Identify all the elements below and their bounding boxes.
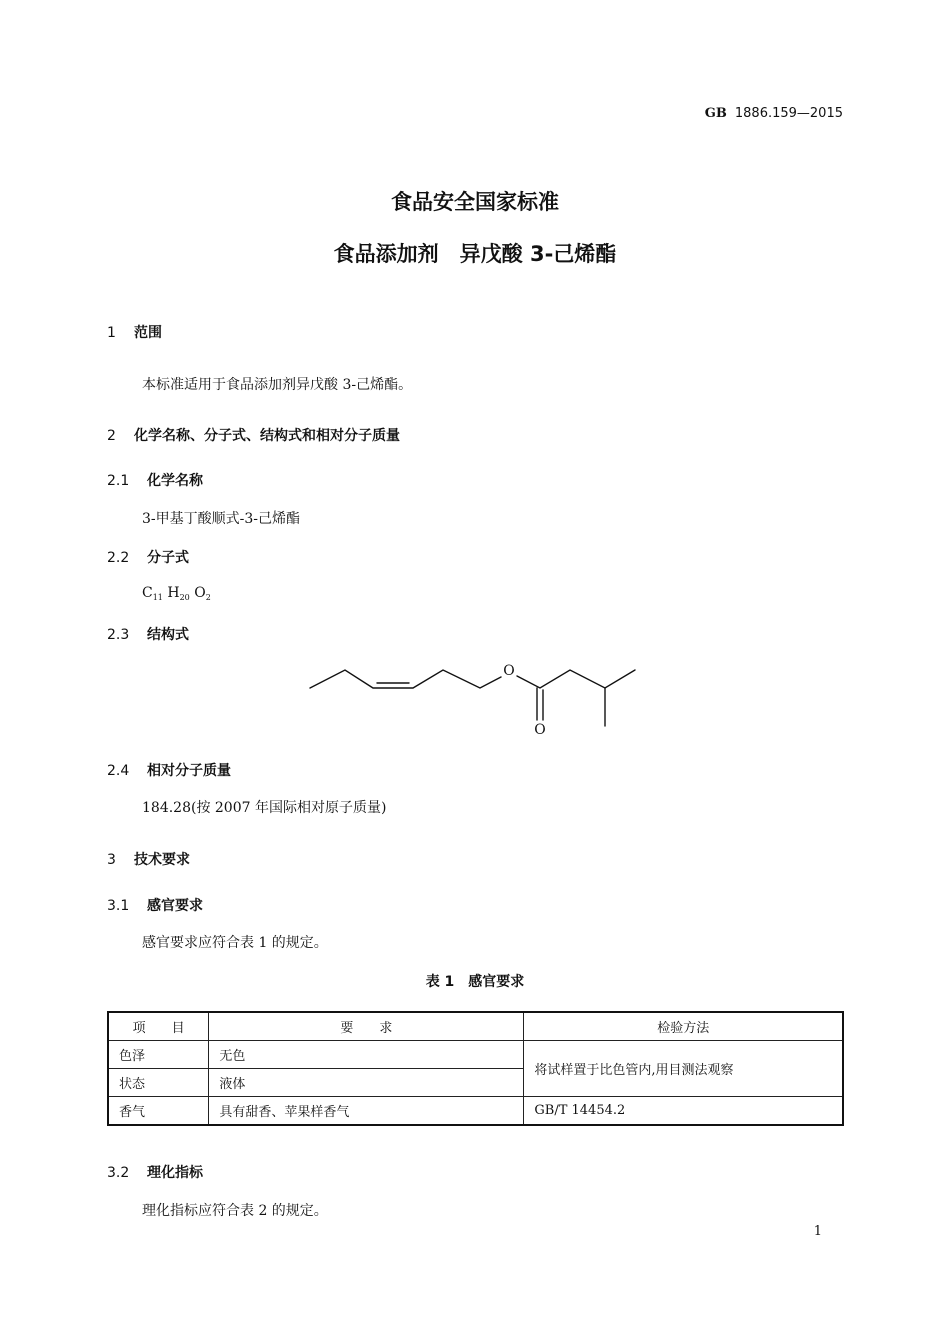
table-cell-requirement: 无色	[209, 1041, 524, 1069]
section-title: 化学名称	[147, 473, 203, 489]
table-row	[108, 1097, 843, 1126]
section-1-text: 本标准适用于食品添加剂异戊酸 3-己烯酯。	[142, 377, 413, 393]
section-3-heading	[107, 849, 190, 869]
section-number: 2.1	[107, 473, 130, 489]
table-cell-item: 香气	[108, 1097, 209, 1126]
sensory-requirements-table	[107, 1011, 844, 1126]
section-number: 2.4	[107, 763, 130, 779]
table-header-row	[108, 1012, 843, 1041]
section-2-heading	[107, 425, 400, 445]
section-3-2-heading	[107, 1162, 203, 1182]
table-cell-method: 将试样置于比色管内,用目测法观察	[524, 1041, 843, 1097]
ester-oxygen-label: O	[503, 663, 515, 679]
section-title: 化学名称、分子式、结构式和相对分子质量	[134, 428, 400, 444]
section-2-3-heading	[107, 624, 189, 644]
standard-prefix: GB	[704, 106, 727, 121]
section-number: 2.3	[107, 627, 130, 643]
standard-code: 1886.159—2015	[734, 106, 843, 121]
section-number: 3.2	[107, 1165, 130, 1181]
chemical-name: 3-甲基丁酸顺式-3-己烯酯	[142, 511, 301, 527]
section-3-2-text: 理化指标应符合表 2 的规定。	[142, 1203, 328, 1219]
table-row	[108, 1041, 843, 1069]
page-number: 1	[813, 1224, 822, 1239]
section-1-heading	[107, 322, 162, 342]
section-title: 技术要求	[134, 852, 190, 868]
section-2-1-heading	[107, 470, 203, 490]
section-2-4-heading	[107, 760, 231, 780]
table-cell-requirement: 具有甜香、苹果样香气	[209, 1097, 524, 1126]
section-number: 2.2	[107, 550, 130, 566]
section-title: 感官要求	[147, 898, 203, 914]
section-3-1-text: 感官要求应符合表 1 的规定。	[142, 935, 328, 951]
section-number: 2	[107, 428, 116, 444]
table-header-cell: 项 目	[108, 1012, 209, 1041]
molecular-formula: $C_{11}$ $H_{20}$ $O_2$	[142, 585, 211, 602]
standard-number	[705, 106, 843, 121]
table-header-cell: 检验方法	[524, 1012, 843, 1041]
main-title: 食品安全国家标准	[391, 190, 559, 214]
section-2-2-heading	[107, 547, 189, 567]
table-1-caption: 表 1 感官要求	[425, 974, 525, 990]
section-title: 结构式	[147, 627, 189, 643]
carbonyl-oxygen-label: O	[534, 722, 546, 738]
table-cell-item: 色泽	[108, 1041, 209, 1069]
table-header-cell: 要 求	[209, 1012, 524, 1041]
table-cell-requirement: 液体	[209, 1069, 524, 1097]
molecular-mass: 184.28(按 2007 年国际相对原子质量)	[142, 800, 387, 816]
table-cell-method: GB/T 14454.2	[524, 1097, 843, 1126]
structural-formula	[305, 650, 645, 740]
section-number: 1	[107, 325, 116, 341]
section-title: 范围	[134, 325, 162, 341]
section-number: 3.1	[107, 898, 130, 914]
section-3-1-heading	[107, 895, 203, 915]
sub-title: 食品添加剂 异戊酸 3-己烯酯	[333, 242, 617, 266]
table-cell-item: 状态	[108, 1069, 209, 1097]
section-title: 分子式	[147, 550, 189, 566]
section-number: 3	[107, 852, 116, 868]
section-title: 理化指标	[147, 1165, 203, 1181]
section-title: 相对分子质量	[147, 763, 231, 779]
